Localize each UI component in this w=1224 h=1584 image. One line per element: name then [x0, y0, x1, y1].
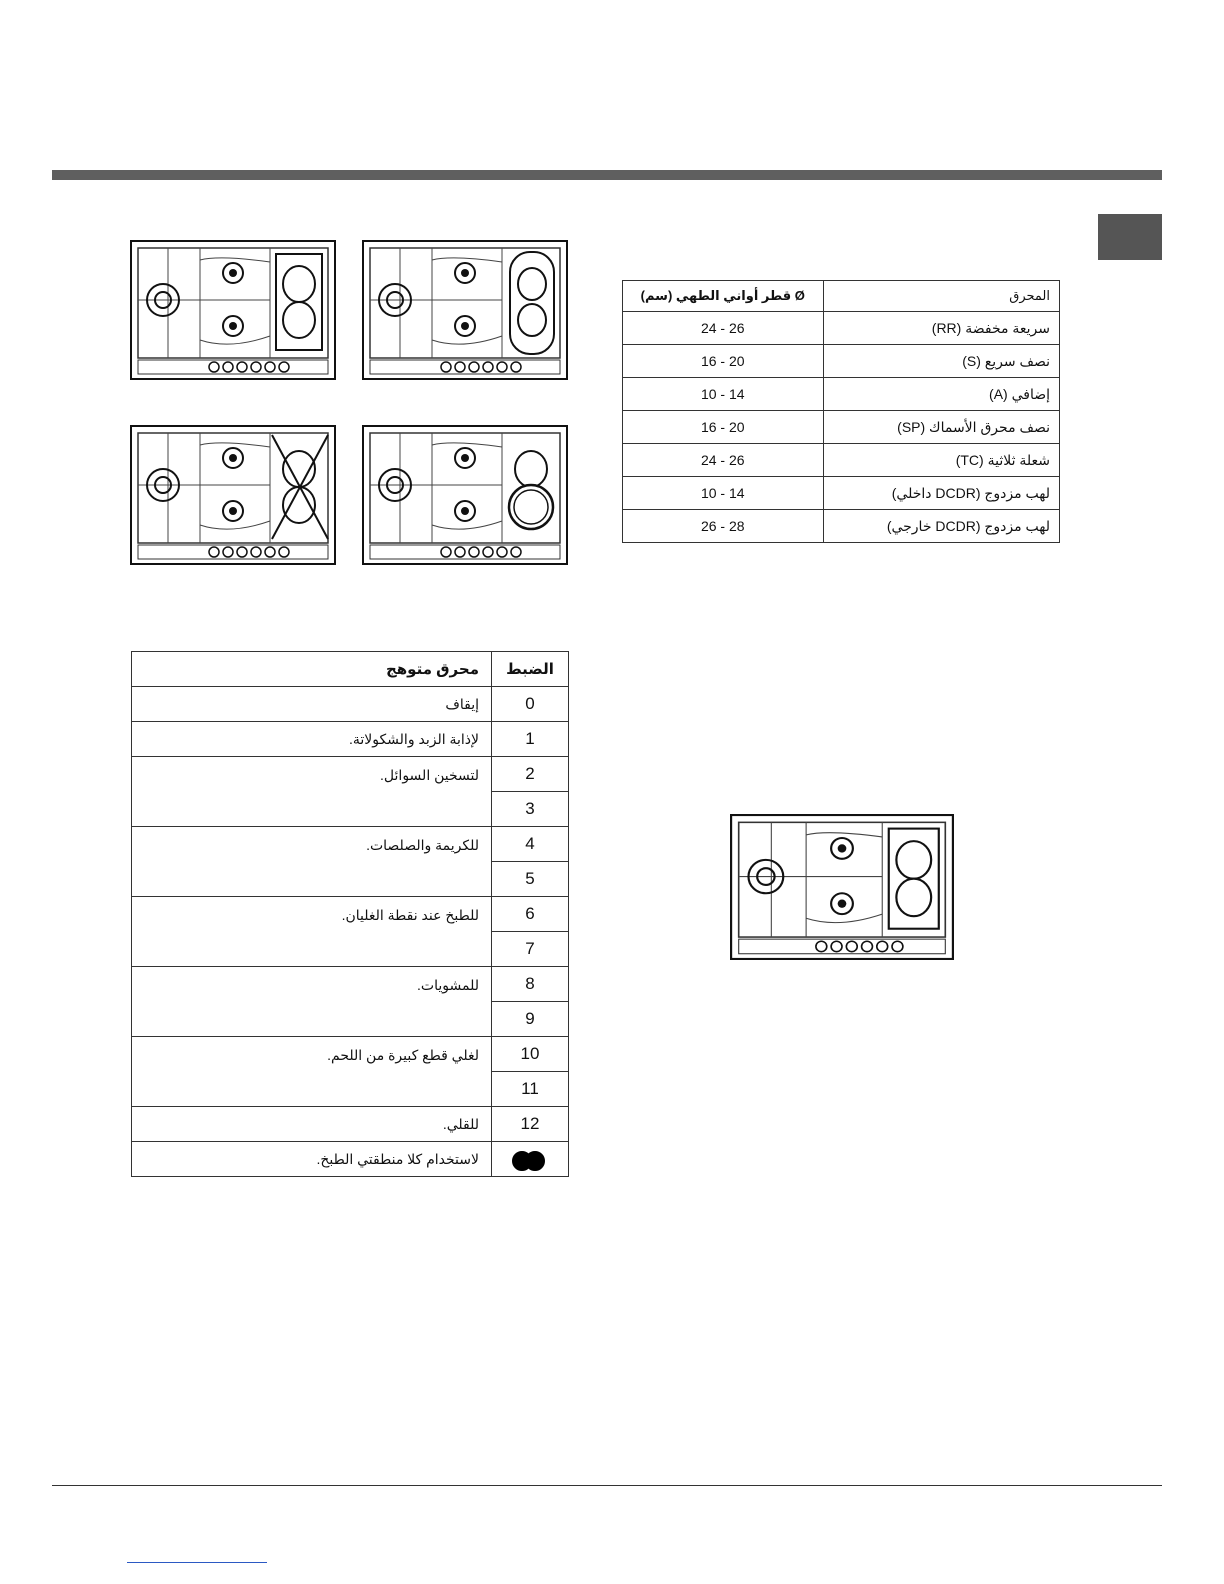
header-diameter: Ø قطر أواني الطهي (سم) [623, 281, 824, 312]
setting-num: 5 [492, 862, 569, 897]
setting-num: 2 [492, 757, 569, 792]
setting-num: 1 [492, 722, 569, 757]
table-row [132, 757, 569, 792]
setting-num: 8 [492, 967, 569, 1002]
bottom-rule [52, 1485, 1162, 1486]
diameter-cell: 16 - 20 [623, 411, 824, 444]
setting-desc: لإذابة الزبد والشكولاتة. [132, 722, 492, 757]
dual-zone-icon [512, 1151, 548, 1169]
hob-diagram-1 [130, 240, 336, 380]
table-row [623, 444, 1060, 477]
setting-num: 6 [492, 897, 569, 932]
burner-cell: سريعة مخفضة (RR) [823, 312, 1059, 345]
table-row [132, 722, 569, 757]
table-row [623, 510, 1060, 543]
table-row [132, 1142, 569, 1177]
top-rule [52, 170, 1162, 180]
table-row [132, 1107, 569, 1142]
diameter-cell: 16 - 20 [623, 345, 824, 378]
burner-cell: شعلة ثلاثية (TC) [823, 444, 1059, 477]
language-tab [1098, 214, 1162, 260]
hob-diagram-4 [362, 425, 568, 565]
diameter-cell: 10 - 14 [623, 477, 824, 510]
table-row [132, 687, 569, 722]
setting-num: 12 [492, 1107, 569, 1142]
table-row [623, 477, 1060, 510]
diameter-cell: 26 - 28 [623, 510, 824, 543]
setting-desc: إيقاف [132, 687, 492, 722]
diameter-cell: 24 - 26 [623, 444, 824, 477]
setting-desc: للقلي. [132, 1107, 492, 1142]
hob-illustration [362, 425, 568, 565]
setting-num: 3 [492, 792, 569, 827]
hob-illustration [130, 425, 336, 565]
table-row [132, 897, 569, 932]
table-header-row [623, 281, 1060, 312]
burner-diameter-table [622, 280, 1060, 543]
burner-cell: لهب مزدوج (DCDR خارجي) [823, 510, 1059, 543]
hob-diagram-2 [362, 240, 568, 380]
footer-link-line [127, 1562, 267, 1563]
table-row [623, 378, 1060, 411]
setting-desc: لتسخين السوائل. [132, 757, 492, 827]
diameter-cell: 24 - 26 [623, 312, 824, 345]
burner-cell: إضافي (A) [823, 378, 1059, 411]
table-row [132, 827, 569, 862]
setting-desc: لغلي قطع كبيرة من اللحم. [132, 1037, 492, 1107]
setting-num: 4 [492, 827, 569, 862]
burner-cell: نصف محرق الأسماك (SP) [823, 411, 1059, 444]
hob-illustration [362, 240, 568, 380]
header-burner: المحرق [823, 281, 1059, 312]
hob-illustration [130, 240, 336, 380]
burner-cell: نصف سريع (S) [823, 345, 1059, 378]
table-row [623, 312, 1060, 345]
setting-num: 0 [492, 687, 569, 722]
table-row [132, 967, 569, 1002]
burner-cell: لهب مزدوج (DCDR داخلي) [823, 477, 1059, 510]
header-description: محرق متوهج [132, 652, 492, 687]
hob-diagram-5 [730, 814, 954, 960]
table-row [623, 411, 1060, 444]
diameter-cell: 10 - 14 [623, 378, 824, 411]
heat-settings-table [131, 651, 569, 1177]
table-row [623, 345, 1060, 378]
header-setting: الضبط [492, 652, 569, 687]
setting-num: 11 [492, 1072, 569, 1107]
setting-desc: للطبخ عند نقطة الغليان. [132, 897, 492, 967]
hob-diagram-3 [130, 425, 336, 565]
table-row [132, 1037, 569, 1072]
setting-num: 10 [492, 1037, 569, 1072]
setting-num: 9 [492, 1002, 569, 1037]
table-header-row [132, 652, 569, 687]
setting-desc: للكريمة والصلصات. [132, 827, 492, 897]
hob-illustration [730, 814, 954, 960]
setting-desc: للمشويات. [132, 967, 492, 1037]
setting-num: 7 [492, 932, 569, 967]
dual-zone-cell [492, 1142, 569, 1177]
setting-desc: لاستخدام كلا منطقتي الطبخ. [132, 1142, 492, 1177]
